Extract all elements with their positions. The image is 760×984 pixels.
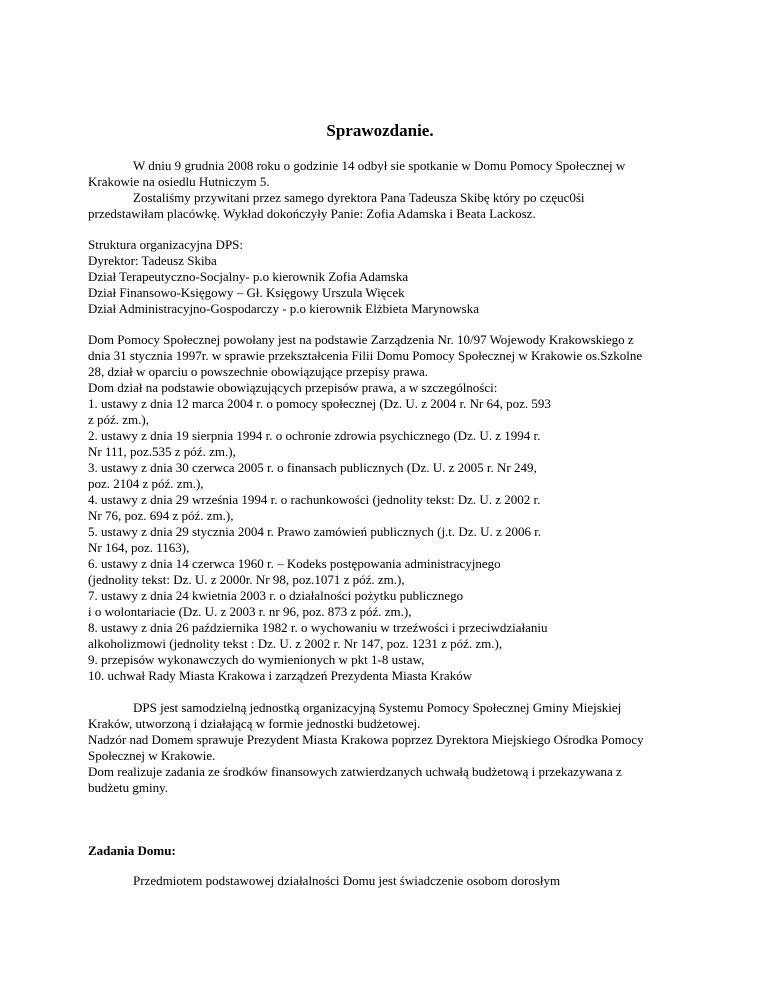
text-line: 2. ustawy z dnia 19 sierpnia 1994 r. o ochronie zdrowia psychicznego (Dz. U. z 1994 r. [88, 428, 541, 443]
text-line: 5. ustawy z dnia 29 stycznia 2004 r. Prawo zamówień publicznych (j.t. Dz. U. z 2006 r. [88, 524, 542, 539]
text-line: Dział Terapeutyczno-Socjalny- p.o kierownik Zofia Adamska [88, 269, 409, 284]
text-line: 1. ustawy z dnia 12 marca 2004 r. o pomocy społecznej (Dz. U. z 2004 r. Nr 64, poz. 593 [88, 396, 551, 411]
text-line: przedstawiłam placówkę. Wykład dokończyły Panie: Zofia Adamska i Beata Lackosz. [88, 206, 536, 221]
text-line: budżetu gminy. [88, 780, 169, 795]
text-line: 9. przepisów wykonawczych do wymienionych w pkt 1-8 ustaw, [88, 652, 425, 667]
text-line: Struktura organizacyjna DPS: [88, 237, 244, 252]
text-line: DPS jest samodzielną jednostką organizacyjną Systemu Pomocy Społecznej Gminy Miejskiej [133, 700, 622, 715]
text-line: z póź. zm.), [88, 412, 150, 427]
text-line: Dom Pomocy Społecznej powołany jest na podstawie Zarządzenia Nr. 10/97 Wojewody Krakowskiego z [88, 332, 634, 347]
text-line: Dom realizuje zadania ze środków finansowych zatwierdzanych uchwałą budżetową i przekazywana z [88, 764, 622, 779]
page-title: Sprawozdanie. [326, 121, 434, 140]
text-line: 4. ustawy z dnia 29 września 1994 r. o rachunkowości (jednolity tekst: Dz. U. z 2002 r. [88, 492, 541, 507]
text-line: Dyrektor: Tadeusz Skiba [88, 253, 217, 268]
text-line: Kraków, utworzoną i działającą w formie jednostki budżetowej. [88, 716, 421, 731]
text-line: 10. uchwał Rady Miasta Krakowa i zarządzeń Prezydenta Miasta Kraków [88, 668, 473, 683]
text-line: Społecznej w Krakowie. [88, 748, 216, 763]
text-line: Nr 164, poz. 1163), [88, 540, 190, 555]
text-line: Dział Finansowo-Księgowy – Gł. Księgowy Urszula Więcek [88, 285, 405, 300]
text-line: W dniu 9 grudnia 2008 roku o godzinie 14 odbył sie spotkanie w Domu Pomocy Społecznej w [133, 158, 626, 173]
text-line: Dział Administracyjno-Gospodarczy - p.o kierownik Elżbieta Marynowska [88, 301, 479, 316]
text-line: 3. ustawy z dnia 30 czerwca 2005 r. o finansach publicznych (Dz. U. z 2005 r. Nr 249, [88, 460, 537, 475]
text-line: Nr 76, poz. 694 z póź. zm.), [88, 508, 234, 523]
text-line: 28, dział w oparciu o powszechnie obowiązujące przepisy prawa. [88, 364, 429, 379]
text-line: poz. 2104 z póź. zm.), [88, 476, 204, 491]
text-line: (jednolity tekst: Dz. U. z 2000r. Nr 98, poz.1071 z póź. zm.), [88, 572, 405, 587]
section-heading: Zadania Domu: [88, 843, 176, 858]
text-line: alkoholizmowi (jednolity tekst : Dz. U. z 2002 r. Nr 147, poz. 1231 z póź. zm.), [88, 636, 503, 651]
text-line: i o wolontariacie (Dz. U. z 2003 r. nr 96, poz. 873 z póź. zm.), [88, 604, 412, 619]
text-line: Nr 111, poz.535 z póź. zm.), [88, 444, 236, 459]
text-line: 7. ustawy z dnia 24 kwietnia 2003 r. o działalności pożytku publicznego [88, 588, 464, 603]
text-line: Zostaliśmy przywitani przez samego dyrektora Pana Tadeusza Skibę który po częuc0śi [133, 190, 585, 205]
text-line: 8. ustawy z dnia 26 października 1982 r. o wychowaniu w trzeźwości i przeciwdziałaniu [88, 620, 548, 635]
text-line: Dom dział na podstawie obowiązujących przepisów prawa, a w szczególności: [88, 380, 498, 395]
text-line: 6. ustawy z dnia 14 czerwca 1960 r. – Kodeks postępowania administracyjnego [88, 556, 501, 571]
text-line: Przedmiotem podstawowej działalności Domu jest świadczenie osobom dorosłym [133, 873, 561, 888]
text-line: dnia 31 stycznia 1997r. w sprawie przekształcenia Filii Domu Pomocy Społecznej w Krakowie os.Szkolne [88, 348, 643, 363]
text-line: Nadzór nad Domem sprawuje Prezydent Miasta Krakowa poprzez Dyrektora Miejskiego Ośrodka Pomocy [88, 732, 644, 747]
text-line: Krakowie na osiedlu Hutniczym 5. [88, 174, 270, 189]
